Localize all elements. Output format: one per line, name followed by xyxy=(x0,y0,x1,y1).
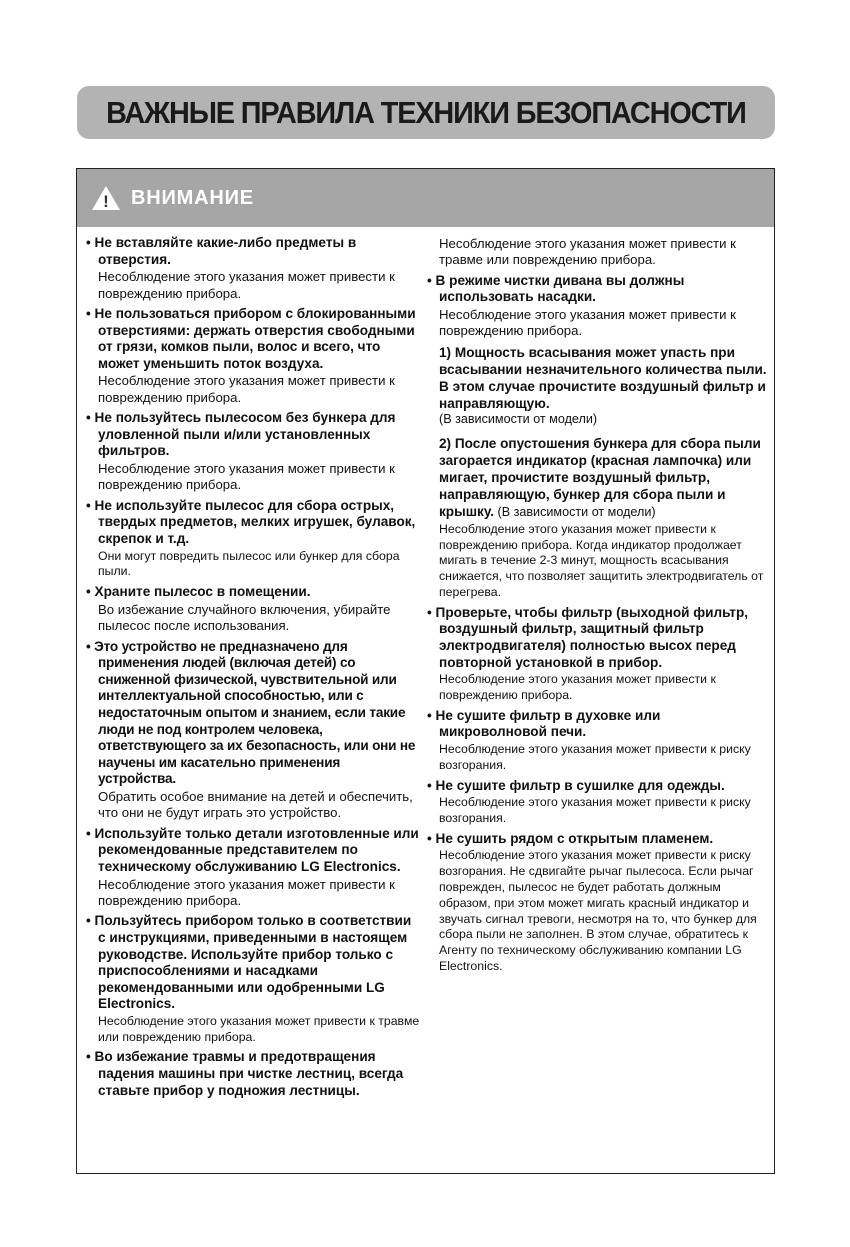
warning-header xyxy=(77,169,774,227)
left-column xyxy=(86,235,421,1101)
item-note: Несоблюдение этого указания может привести к повреждению прибора. xyxy=(439,672,716,702)
warning-panel xyxy=(76,168,775,1174)
list-item xyxy=(86,639,421,822)
item-heading: • Не сушите фильтр в сушилке для одежды. xyxy=(427,778,767,795)
list-item xyxy=(86,913,421,1045)
item-note: Несоблюдение этого указания может привести к риску возгорания. Не сдвигайте рычаг пылесоса. Если рычаг поврежден, пылесос не будет работать должным образом, при этом может мигать красный индикатор и звучать сигнал тревоги, несмотря на то, что бункер для сбора пыли не заполнен. В этом случае, обратитесь к Агенту по техническому обслуживанию компании LG Electronics. xyxy=(439,848,757,973)
list-item xyxy=(86,1049,421,1099)
item-heading: • В режиме чистки дивана вы должны использовать насадки. xyxy=(427,273,767,306)
list-item xyxy=(86,410,421,494)
item-note: Обратить особое внимание на детей и обеспечить, что они не будут играть это устройство. xyxy=(98,788,413,821)
exclamation-mark: ! xyxy=(103,192,109,211)
list-item xyxy=(427,605,767,704)
item-note: Несоблюдение этого указания может привести к травме или повреждению прибора. xyxy=(98,1013,420,1044)
item-heading: • Не вставляйте какие-либо предметы в отверстия. xyxy=(86,235,421,268)
list-item xyxy=(427,708,767,774)
item-heading: • Во избежание травмы и предотвращения падения машины при чистке лестниц, всегда ставьте прибор у подножия лестницы. xyxy=(86,1049,421,1099)
warning-title: ВНИМАНИЕ xyxy=(131,186,254,209)
item-note: Несоблюдение этого указания может привести к риску возгорания. xyxy=(439,795,751,825)
item-heading: • Не сушите фильтр в духовке или микроволновой печи. xyxy=(427,708,767,741)
sub-step-2 xyxy=(427,435,767,521)
list-item xyxy=(427,778,767,827)
title-bar xyxy=(77,86,775,139)
item-heading: • Не пользоваться прибором с блокированными отверстиями: держать отверстия свободными от грязи, комков пыли, волос и всего, что может уменьшить поток воздуха. xyxy=(86,306,421,372)
warning-triangle-icon xyxy=(91,185,121,211)
item-heading: • Пользуйтесь прибором только в соответствии с инструкциями, приведенными в настоящем руководстве. Используйте прибор только с приспособлениями и насадками рекомендованными или одобренными LG Electronics. xyxy=(86,913,421,1013)
list-item xyxy=(427,831,767,975)
list-item xyxy=(86,826,421,910)
page-title: ВАЖНЫЕ ПРАВИЛА ТЕХНИКИ БЕЗОПАСНОСТИ xyxy=(106,94,746,130)
item-note: Несоблюдение этого указания может привести к риску возгорания. xyxy=(439,741,751,772)
item-note: Несоблюдение этого указания может привести к повреждению прибора. Когда индикатор продолжает мигать в течение 2-3 минут, мощность всасывания снижается, что позволяет защитить электродвигатель от перегрева. xyxy=(439,521,764,599)
item-note: Во избежание случайного включения, убирайте пылесос после использования. xyxy=(98,601,391,634)
item-heading: • Проверьте, чтобы фильтр (выходной фильтр, воздушный фильтр, защитный фильтр электродвигателя) полностью высох перед повторной установкой в прибор. xyxy=(427,605,767,671)
list-item xyxy=(86,306,421,406)
item-note: Несоблюдение этого указания может привести к травме или повреждению прибора. xyxy=(439,236,736,268)
item-heading: • Не используйте пылесос для сбора острых, твердых предметов, мелких игрушек, булавок, скрепок и т.д. xyxy=(86,498,421,548)
model-note: (В зависимости от модели) xyxy=(494,504,656,519)
item-note: Несоблюдение этого указания может привести к повреждению прибора. xyxy=(98,373,395,405)
item-note: Несоблюдение этого указания может привести к повреждению прибора. xyxy=(98,269,395,301)
item-note: Несоблюдение этого указания может привести к повреждению прибора. xyxy=(98,876,395,908)
item-heading: • Не пользуйтесь пылесосом без бункера для уловленной пыли и/или установленных фильтров. xyxy=(86,410,421,460)
model-note: (В зависимости от модели) xyxy=(439,411,598,426)
sub-step-1: 1) Мощность всасывания может упасть при всасывании незначительного количества пыли. В этом случае прочистите воздушный фильтр и направляющую. xyxy=(439,344,767,411)
list-item xyxy=(86,498,421,580)
item-heading: • Используйте только детали изготовленные или рекомендованные представителем по техническому обслуживанию LG Electronics. xyxy=(86,826,421,876)
list-item xyxy=(86,584,421,634)
item-note: Несоблюдение этого указания может привести к повреждению прибора. xyxy=(439,307,736,339)
item-note: Несоблюдение этого указания может привести к повреждению прибора. xyxy=(98,460,395,493)
list-item xyxy=(86,235,421,302)
item-note: Они могут повредить пылесос или бункер для сбора пыли. xyxy=(98,548,400,579)
right-column xyxy=(427,235,767,979)
item-heading: • Не сушить рядом с открытым пламенем. xyxy=(427,831,767,848)
item-heading: • Храните пылесос в помещении. xyxy=(86,584,421,601)
list-item xyxy=(427,273,767,340)
sub-step-2-text: 2) После опустошения бункера для сбора пыли загорается индикатор (красная лампочка) или мигает, прочистите воздушный фильтр, направляющую, бункер для сбора пыли и крышку. xyxy=(439,435,761,519)
item-heading: • Это устройство не предназначено для применения людей (включая детей) со сниженной физической, чувствительной или интеллектуальной способностью, или с недостаточным опытом и знанием, если такие люди не под контролем человека, ответствующего за их безопасность, или они не научены им касательно применения устройства. xyxy=(86,639,421,788)
